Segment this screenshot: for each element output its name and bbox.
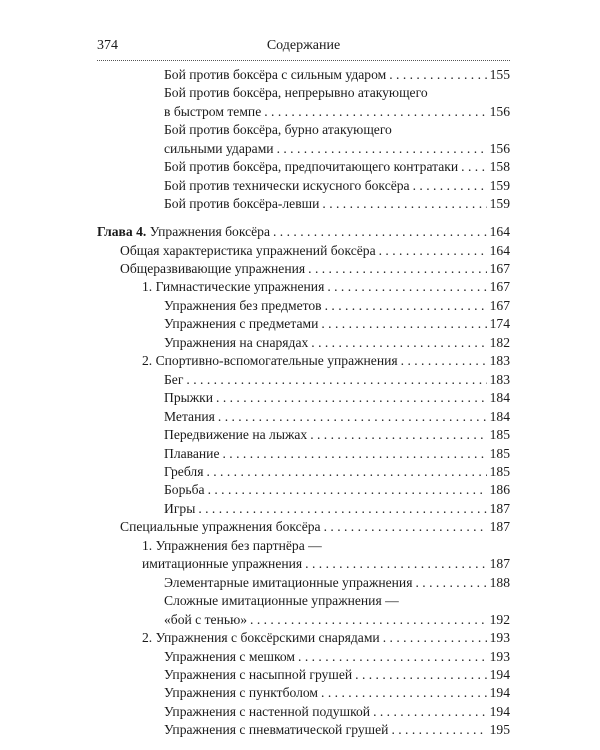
running-header bbox=[97, 38, 510, 58]
toc-entry[interactable] bbox=[97, 260, 510, 278]
toc-entry-title: Плавание bbox=[164, 445, 220, 461]
dot-leader bbox=[391, 721, 486, 739]
toc-entry-title: Упражнения с пунктболом bbox=[164, 685, 319, 701]
dot-leader bbox=[218, 408, 487, 426]
toc-entry-title: 2. Упражнения с боксёрскими снарядами bbox=[142, 630, 380, 646]
toc-entry[interactable] bbox=[97, 223, 510, 241]
toc-page-number: 186 bbox=[489, 482, 510, 498]
toc-page-number: 159 bbox=[489, 196, 510, 212]
dot-leader bbox=[461, 158, 486, 176]
toc-entry-title: Упражнения с пневматической грушей bbox=[164, 722, 389, 738]
toc-entry[interactable] bbox=[97, 537, 510, 555]
toc-entry-title: Упражнения с предметами bbox=[164, 316, 319, 332]
dot-leader bbox=[324, 518, 487, 536]
dot-leader bbox=[321, 315, 486, 333]
dot-leader bbox=[206, 463, 486, 481]
dot-leader bbox=[413, 177, 487, 195]
dot-leader bbox=[308, 260, 486, 278]
dot-leader bbox=[389, 66, 486, 84]
toc-entry[interactable] bbox=[97, 158, 510, 176]
toc-entry[interactable] bbox=[97, 721, 510, 739]
toc-entry[interactable] bbox=[97, 371, 510, 389]
toc-entry[interactable] bbox=[97, 297, 510, 315]
toc-entry-title: Элементарные имитационные упражнения bbox=[164, 574, 413, 590]
dot-leader bbox=[327, 278, 486, 296]
toc-page-number: 184 bbox=[489, 390, 510, 406]
toc-page-number: 187 bbox=[489, 500, 510, 516]
toc-page-number: 185 bbox=[489, 445, 510, 461]
toc-entry-title: Общая характеристика упражнений боксёра bbox=[120, 242, 376, 258]
toc-entry[interactable] bbox=[97, 195, 510, 213]
toc-page-number: 156 bbox=[489, 103, 510, 119]
dot-leader bbox=[277, 140, 487, 158]
toc-entry[interactable] bbox=[97, 177, 510, 195]
toc-entry-title: 2. Спортивно-вспомогательные упражнения bbox=[142, 353, 398, 369]
toc-page-number: 194 bbox=[489, 703, 510, 719]
toc-entry-title: Игры bbox=[164, 500, 196, 516]
toc-entry[interactable] bbox=[97, 666, 510, 684]
toc-entry-title: Упражнения с настенной подушкой bbox=[164, 703, 371, 719]
toc-page-number: 185 bbox=[489, 427, 510, 443]
toc-entry[interactable] bbox=[97, 703, 510, 721]
dot-leader bbox=[216, 389, 487, 407]
toc-entry-title: Бой против боксёра, бурно атакующего bbox=[164, 122, 392, 138]
toc-page-number: 158 bbox=[489, 159, 510, 175]
dot-leader bbox=[355, 666, 486, 684]
running-title: Содержание bbox=[266, 38, 341, 53]
toc-page-number: 195 bbox=[489, 722, 510, 738]
toc-page-number: 187 bbox=[489, 556, 510, 572]
toc-entry[interactable] bbox=[97, 684, 510, 702]
toc-entry-title: Общеразвивающие упражнения bbox=[120, 261, 306, 277]
toc-entry-title: Бой против боксёра, непрерывно атакующего bbox=[164, 85, 428, 101]
header-rule bbox=[97, 60, 510, 61]
toc-entry[interactable] bbox=[97, 84, 510, 102]
toc-entry[interactable] bbox=[97, 315, 510, 333]
toc-entry-title bbox=[97, 223, 270, 241]
toc-entry[interactable] bbox=[97, 66, 510, 84]
toc-entry[interactable] bbox=[97, 121, 510, 139]
dot-leader bbox=[401, 352, 487, 370]
toc-entry-title: Специальные упражнения боксёра bbox=[120, 519, 321, 535]
toc-page-number: 188 bbox=[489, 574, 510, 590]
toc-page-number: 164 bbox=[489, 242, 510, 258]
toc-page-number: 167 bbox=[489, 279, 510, 295]
toc-entry[interactable] bbox=[97, 592, 510, 610]
toc-entry-title: Упражнения без предметов bbox=[164, 297, 322, 313]
toc-entry[interactable] bbox=[97, 389, 510, 407]
dot-leader bbox=[208, 481, 487, 499]
toc-page-number: 174 bbox=[489, 316, 510, 332]
table-of-contents bbox=[97, 66, 510, 740]
dot-leader bbox=[311, 334, 486, 352]
toc-page-number: 155 bbox=[489, 67, 510, 82]
toc-entry-title: Бой против боксёра с сильным ударом bbox=[164, 67, 387, 82]
toc-entry-title: Бой против боксёра-левши bbox=[164, 196, 320, 212]
toc-entry[interactable] bbox=[97, 242, 510, 260]
dot-leader bbox=[322, 195, 486, 213]
dot-leader bbox=[186, 371, 486, 389]
toc-page-number: 194 bbox=[489, 667, 510, 682]
dot-leader bbox=[321, 684, 487, 702]
toc-page-number: 193 bbox=[489, 648, 510, 664]
dot-leader bbox=[325, 297, 487, 315]
toc-page-number: 194 bbox=[489, 685, 510, 701]
dot-leader bbox=[298, 648, 487, 666]
dot-leader bbox=[373, 703, 487, 721]
toc-entry-title: Упражнения с мешком bbox=[164, 648, 296, 664]
dot-leader bbox=[264, 103, 486, 121]
toc-entry-title: Метания bbox=[164, 408, 215, 424]
toc-entry-title: «бой с тенью» bbox=[164, 611, 248, 627]
toc-page-number: 183 bbox=[489, 371, 510, 387]
toc-page-number: 192 bbox=[489, 611, 510, 627]
toc-entry[interactable] bbox=[97, 629, 510, 647]
chapter-title: Упражнения боксёра bbox=[149, 224, 270, 240]
dot-leader bbox=[305, 555, 486, 573]
toc-entry-title: Передвижение на лыжах bbox=[164, 427, 308, 443]
toc-entry-title: Упражнения на снарядах bbox=[164, 334, 309, 350]
toc-page-number: 184 bbox=[489, 408, 510, 424]
toc-entry[interactable] bbox=[97, 408, 510, 426]
dot-leader bbox=[198, 500, 486, 518]
toc-entry-title: сильными ударами bbox=[164, 140, 274, 156]
dot-leader bbox=[273, 223, 487, 241]
toc-page-number: 164 bbox=[489, 224, 510, 240]
toc-entry-title: 1. Гимнастические упражнения bbox=[142, 279, 325, 295]
chapter-label: Глава 4. bbox=[97, 224, 147, 240]
toc-entry[interactable] bbox=[97, 352, 510, 370]
dot-leader bbox=[250, 611, 487, 629]
dot-leader bbox=[415, 574, 486, 592]
dot-leader bbox=[379, 242, 487, 260]
toc-entry-title: Бой против технически искусного боксёра bbox=[164, 177, 410, 193]
toc-entry-title: Борьба bbox=[164, 482, 205, 498]
toc-entry[interactable] bbox=[97, 278, 510, 296]
toc-entry[interactable] bbox=[97, 500, 510, 518]
toc-page-number: 185 bbox=[489, 464, 510, 480]
toc-entry[interactable] bbox=[97, 555, 510, 573]
toc-entry[interactable] bbox=[97, 611, 510, 629]
toc-entry-title: Упражнения с насыпной грушей bbox=[164, 667, 353, 682]
toc-entry[interactable] bbox=[97, 481, 510, 499]
toc-entry[interactable] bbox=[97, 103, 510, 121]
toc-page-number: 167 bbox=[489, 261, 510, 277]
toc-page-number: 159 bbox=[489, 177, 510, 193]
toc-page-number: 167 bbox=[489, 297, 510, 313]
toc-entry[interactable] bbox=[97, 518, 510, 536]
toc-entry[interactable] bbox=[97, 140, 510, 158]
toc-entry[interactable] bbox=[97, 574, 510, 592]
toc-entry-title: Сложные имитационные упражнения — bbox=[164, 593, 399, 609]
toc-page-number: 187 bbox=[489, 519, 510, 535]
dot-leader bbox=[223, 445, 487, 463]
toc-entry[interactable] bbox=[97, 463, 510, 481]
toc-entry[interactable] bbox=[97, 445, 510, 463]
toc-entry-title: имитационные упражнения bbox=[142, 556, 303, 572]
toc-entry-title: Бой против боксёра, предпочитающего контратаки bbox=[164, 159, 459, 175]
toc-entry-title: 1. Упражнения без партнёра — bbox=[142, 537, 322, 553]
toc-entry[interactable] bbox=[97, 334, 510, 352]
toc-entry-title: Бег bbox=[164, 371, 184, 387]
dot-leader bbox=[310, 426, 486, 444]
toc-page-number: 182 bbox=[489, 334, 510, 350]
toc-entry-title: в быстром темпе bbox=[164, 103, 262, 119]
toc-page-number: 183 bbox=[489, 353, 510, 369]
toc-entry-title: Гребля bbox=[164, 464, 204, 480]
toc-entry-title: Прыжки bbox=[164, 390, 214, 406]
toc-entry[interactable] bbox=[97, 426, 510, 444]
toc-page-number: 156 bbox=[489, 140, 510, 156]
dot-leader bbox=[383, 629, 487, 647]
toc-entry[interactable] bbox=[97, 648, 510, 666]
toc-page-number: 193 bbox=[489, 630, 510, 646]
page-number: 374 bbox=[97, 38, 118, 53]
